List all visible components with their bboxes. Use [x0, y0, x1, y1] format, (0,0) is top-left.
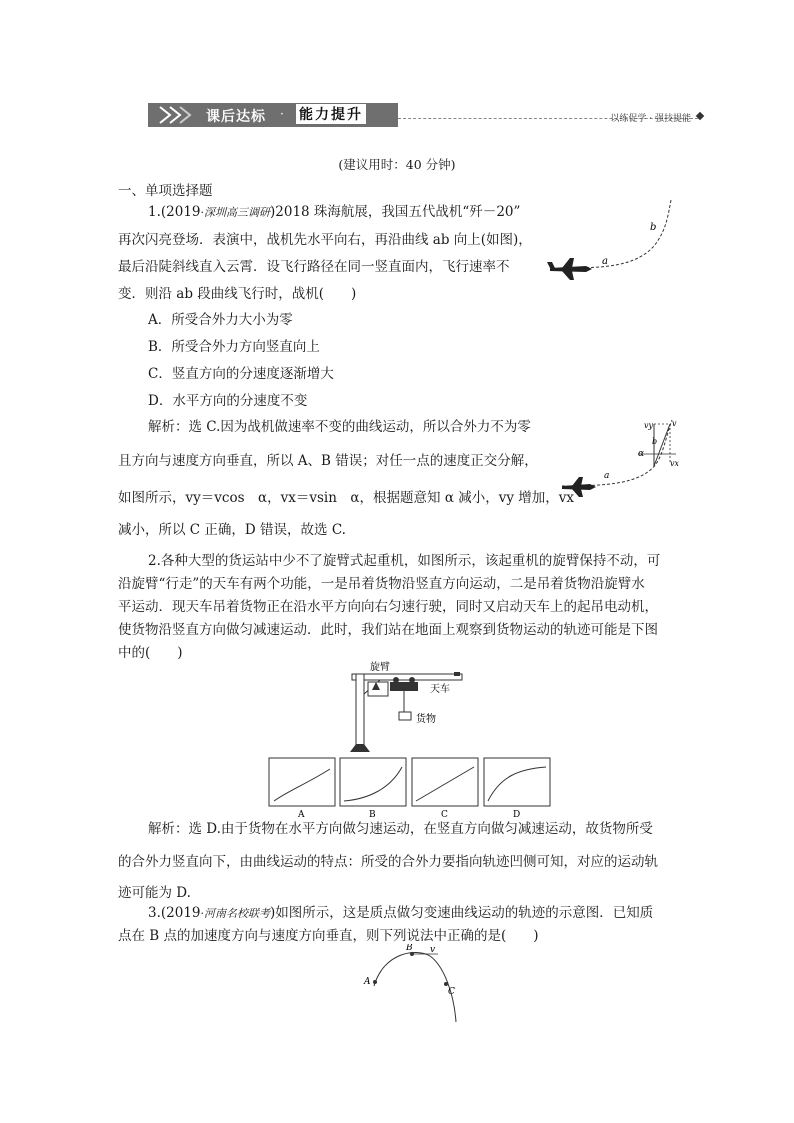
- trolley-label: 天车: [430, 684, 450, 695]
- graph-d-label: D: [513, 810, 521, 819]
- banner-slogan: 以练促学 · 强技提能: [610, 114, 691, 124]
- crane-arm: [352, 674, 462, 680]
- graph-b-label: B: [369, 810, 376, 819]
- crane-base: [350, 744, 370, 752]
- time-hint: (建议用时：40 分钟): [338, 157, 456, 172]
- q1-solution-2: 且方向与速度方向垂直，所以 A、B 错误；对任一点的速度正交分解，: [118, 453, 538, 469]
- graph-d: [484, 758, 550, 819]
- q2-line2: 沿旋臂“行走”的天车有两个功能，一是吊着货物沿竖直方向运动，二是吊着货物沿旋臂水: [118, 576, 645, 592]
- double-chevron-icon: [156, 105, 196, 125]
- graph-c: [412, 758, 478, 819]
- q1-label-b: b: [650, 222, 657, 233]
- q1-solution-1: 解析：选 C.因为战机做速率不变的曲线运动，所以合外力不为零: [148, 419, 531, 435]
- q2-line1: 2.各种大型的货运站中少不了旋臂式起重机，如图所示，该起重机的旋臂保持不动，可: [148, 553, 661, 569]
- q2-solution-2: 的合外力竖直向下，由曲线运动的特点：所受的合外力要指向轨迹凹侧可知，对应的运动轨: [118, 854, 658, 870]
- cargo-box: [399, 712, 411, 720]
- q1-jet-figure: [546, 196, 676, 286]
- q2-solution-1: 解析：选 D.由于货物在水平方向做匀速运动，在竖直方向做匀减速运动，故货物所受: [148, 821, 653, 837]
- vx-label: vx: [670, 459, 680, 468]
- q1-solution-4: 减小，所以 C 正确，D 错误，故选 C.: [118, 522, 346, 538]
- q3-source: ·河南名校联考: [200, 907, 271, 920]
- banner-section-title: 课后达标: [206, 109, 266, 125]
- banner-subtitle: 能力提升: [296, 104, 366, 124]
- q1-option-a: A．所受合外力大小为零: [148, 312, 293, 328]
- section-banner: [148, 103, 703, 127]
- v-label: v: [672, 419, 677, 428]
- alpha-label: α: [638, 449, 645, 459]
- cargo-label: 货物: [416, 714, 436, 725]
- point-c: [444, 982, 448, 986]
- jet-icon: [562, 477, 596, 497]
- label-v: v: [430, 945, 436, 955]
- vy-label: vy: [644, 421, 654, 430]
- q1-label-a: a: [602, 256, 608, 267]
- crane-column: [356, 674, 364, 746]
- graph-a: [269, 758, 335, 819]
- q3-line2: 点在 B 点的加速度方向与速度方向垂直，则下列说法中正确的是( ): [118, 928, 539, 944]
- arm-label: 旋臂: [370, 662, 390, 673]
- q2-line3: 平运动．现天车吊着货物正在沿水平方向向右匀速行驶，同时又启动天车上的起吊电动机，: [118, 599, 658, 615]
- label-a: A: [364, 977, 371, 987]
- q3-curve: [374, 952, 456, 1022]
- banner-bar: [148, 103, 398, 127]
- q1-solution-3: 如图所示，vy＝vcos α，vx＝vsin α，根据题意知 α 减小，vy 增加，vx: [118, 490, 575, 506]
- q3-line1: 3.(2019·河南名校联考)如图所示，这是质点做匀变速曲线运动的轨迹的示意图．已知质: [148, 905, 654, 921]
- graph-a-label: A: [298, 810, 305, 819]
- trolley: [390, 682, 418, 691]
- q1-line2: 再次闪亮登场．表演中，战机先水平向右，再沿曲线 ab 向上(如图)，: [118, 232, 532, 248]
- q1-sol-trajectory: [562, 420, 672, 486]
- banner-dot: ·: [280, 107, 284, 121]
- q1-line3: 最后沿陡斜线直入云霄．设飞行路径在同一竖直面内，飞行速率不: [118, 259, 510, 275]
- graph-c-label: C: [441, 810, 448, 819]
- label-b: B: [406, 944, 413, 953]
- q1-trajectory: [566, 200, 671, 268]
- q2-line4: 使货物沿竖直方向做匀减速运动．此时，我们站在地面上观察到货物运动的轨迹可能是下图: [118, 622, 658, 638]
- point-a: [373, 980, 377, 984]
- q1-sol-label-a: a: [604, 471, 610, 481]
- section-title: 一、单项选择题: [118, 183, 213, 199]
- q1-line1: 1.(2019·深圳高三调研)2018 珠海航展，我国五代战机“歼－20”: [148, 204, 521, 220]
- q1-line4: 变．则沿 ab 段曲线飞行时，战机( ): [118, 286, 357, 302]
- q2-option-graphs: [268, 757, 554, 819]
- q1-velocity-figure: [546, 416, 686, 498]
- label-c: C: [448, 987, 455, 997]
- jet-icon: [547, 258, 592, 280]
- q1-option-d: D．水平方向的分速度不变: [148, 393, 308, 409]
- q1-option-b: B．所受合外力方向竖直向上: [148, 339, 320, 355]
- q1-sol-label-b: b: [652, 437, 658, 446]
- graph-b: [340, 758, 406, 819]
- q1-option-c: C．竖直方向的分速度逐渐增大: [148, 366, 334, 382]
- q2-line5: 中的( ): [118, 645, 183, 661]
- q2-solution-3: 迹可能为 D.: [118, 885, 191, 901]
- crane-figure: [350, 660, 470, 754]
- q1-source: ·深圳高三调研: [200, 206, 271, 219]
- q3-trajectory-figure: [360, 944, 470, 1028]
